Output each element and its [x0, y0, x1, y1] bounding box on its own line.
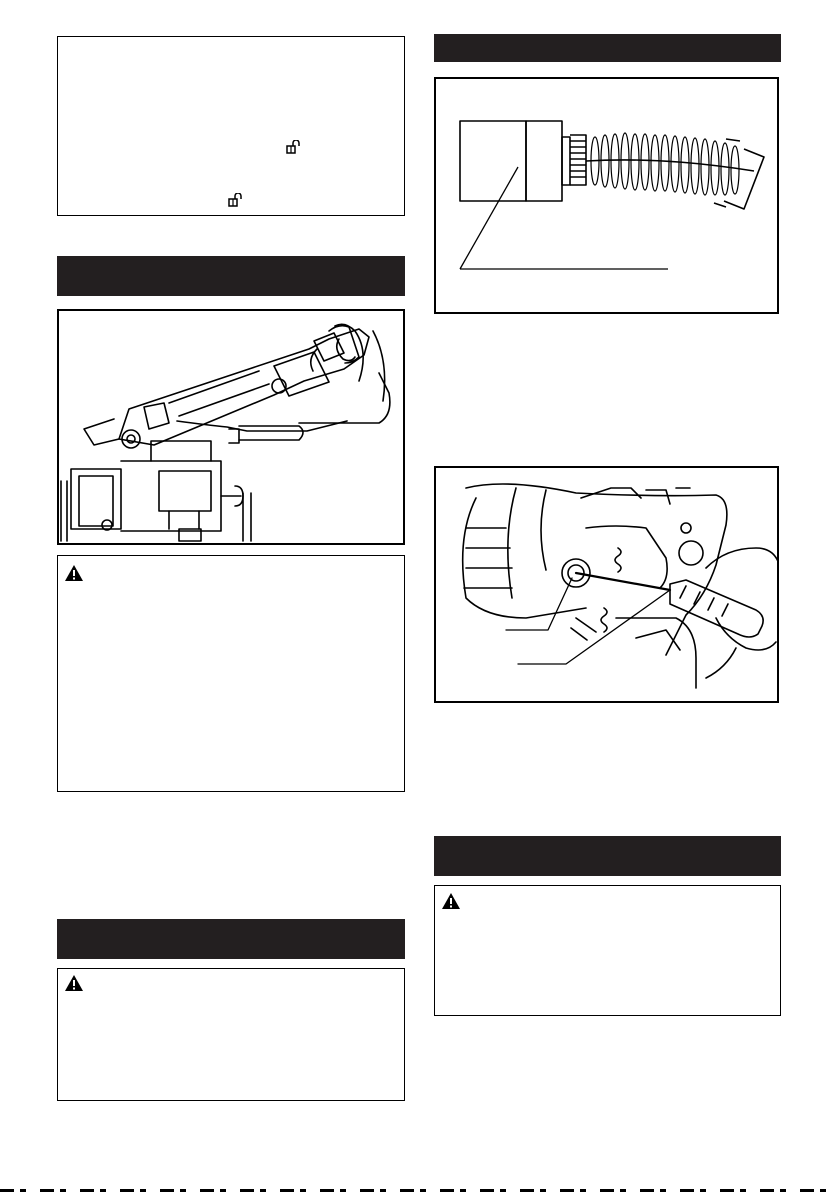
screwdriver-illustration	[436, 468, 777, 701]
carbon-brush-figure	[434, 77, 779, 314]
carbon-brush-icon	[436, 79, 777, 312]
unlock-icon	[228, 193, 242, 207]
warning-box-left-1	[57, 555, 405, 792]
warning-box-right	[434, 885, 781, 1016]
saw-in-vise-figure	[57, 309, 405, 545]
brush-holder-cap-figure	[434, 466, 779, 703]
section-heading-bar	[57, 256, 405, 296]
warning-triangle-icon	[441, 892, 461, 910]
note-box-top-left	[57, 36, 405, 216]
section-heading-bar	[57, 919, 405, 959]
section-heading-bar	[434, 836, 781, 876]
warning-triangle-icon	[64, 974, 84, 992]
section-heading-bar	[434, 34, 781, 62]
unlock-icon	[286, 140, 300, 154]
saw-illustration	[59, 311, 403, 543]
warning-box-left-2	[57, 968, 405, 1101]
warning-triangle-icon	[64, 564, 84, 582]
